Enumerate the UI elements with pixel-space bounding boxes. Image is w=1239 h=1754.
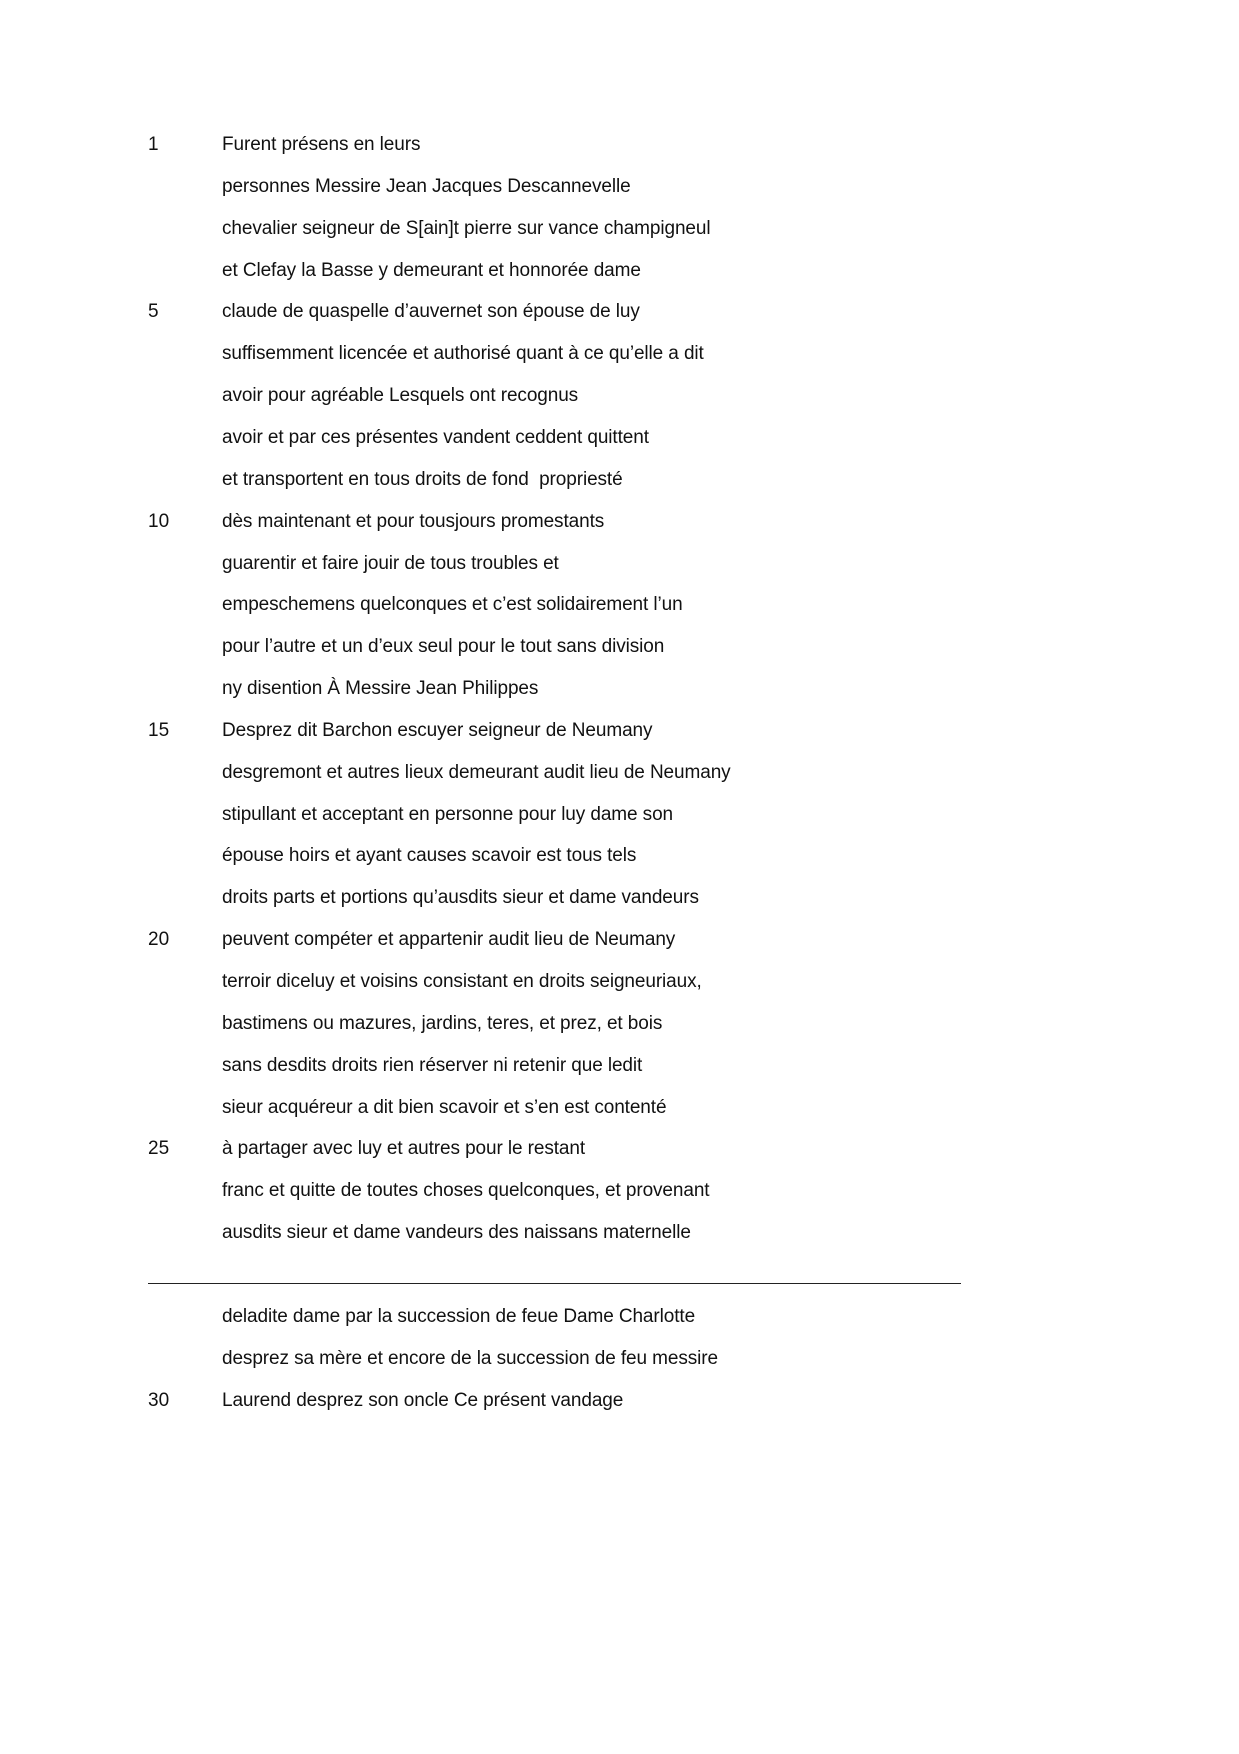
transcription-line bbox=[0, 381, 1000, 411]
line-text: sieur acquéreur a dit bien scavoir et s’en est contenté bbox=[222, 1097, 667, 1118]
transcription-line bbox=[0, 590, 1000, 620]
line-text: et Clefay la Basse y demeurant et honnorée dame bbox=[222, 260, 641, 281]
line-text: franc et quitte de toutes choses quelconques, et provenant bbox=[222, 1180, 710, 1201]
transcription-line bbox=[0, 925, 1000, 955]
line-text: chevalier seigneur de S[ain]t pierre sur vance champigneul bbox=[222, 218, 711, 239]
line-text: ausdits sieur et dame vandeurs des naissans maternelle bbox=[222, 1222, 691, 1243]
page-break-separator bbox=[148, 1283, 961, 1284]
line-text: stipullant et acceptant en personne pour luy dame son bbox=[222, 804, 673, 825]
line-number: 15 bbox=[148, 720, 170, 741]
line-text: avoir et par ces présentes vandent ceddent quittent bbox=[222, 427, 649, 448]
transcription-line bbox=[0, 507, 1000, 537]
line-text: claude de quaspelle d’auvernet son épouse de luy bbox=[222, 301, 640, 322]
line-text: dès maintenant et pour tousjours promestants bbox=[222, 511, 605, 532]
line-number: 1 bbox=[148, 134, 159, 155]
transcription-line bbox=[0, 1302, 1000, 1332]
transcription-line bbox=[0, 1344, 1000, 1374]
line-text: deladite dame par la succession de feue Dame Charlotte bbox=[222, 1306, 696, 1327]
line-number: 25 bbox=[148, 1138, 170, 1159]
transcription-line bbox=[0, 1386, 1000, 1416]
transcription-line bbox=[0, 1218, 1000, 1248]
transcription-line bbox=[0, 674, 1000, 704]
transcription-line bbox=[0, 967, 1000, 997]
transcription-line bbox=[0, 800, 1000, 830]
transcription-line bbox=[0, 1051, 1000, 1081]
line-text: desgremont et autres lieux demeurant audit lieu de Neumany bbox=[222, 762, 731, 783]
transcription-line bbox=[0, 632, 1000, 662]
line-text: sans desdits droits rien réserver ni retenir que ledit bbox=[222, 1055, 643, 1076]
transcription-line bbox=[0, 1009, 1000, 1039]
transcription-line bbox=[0, 883, 1000, 913]
transcription-line bbox=[0, 130, 1000, 160]
line-text: desprez sa mère et encore de la succession de feu messire bbox=[222, 1348, 718, 1369]
line-text: Furent présens en leurs bbox=[222, 134, 421, 155]
transcription-line bbox=[0, 1093, 1000, 1123]
transcription-line bbox=[0, 214, 1000, 244]
line-text: Desprez dit Barchon escuyer seigneur de Neumany bbox=[222, 720, 653, 741]
line-text: avoir pour agréable Lesquels ont recognus bbox=[222, 385, 579, 406]
transcription-line bbox=[0, 297, 1000, 327]
line-text: et transportent en tous droits de fond propriesté bbox=[222, 469, 623, 490]
transcription-line bbox=[0, 549, 1000, 579]
line-number: 30 bbox=[148, 1390, 170, 1411]
line-text: terroir diceluy et voisins consistant en droits seigneuriaux, bbox=[222, 971, 702, 992]
transcription-line bbox=[0, 172, 1000, 202]
line-text: droits parts et portions qu’ausdits sieur et dame vandeurs bbox=[222, 887, 699, 908]
line-text: peuvent compéter et appartenir audit lieu de Neumany bbox=[222, 929, 676, 950]
transcription-line bbox=[0, 339, 1000, 369]
line-text: suffisemment licencée et authorisé quant à ce qu’elle a dit bbox=[222, 343, 704, 364]
line-text: guarentir et faire jouir de tous troubles et bbox=[222, 553, 559, 574]
transcription-line bbox=[0, 423, 1000, 453]
transcription-line bbox=[0, 841, 1000, 871]
line-text: à partager avec luy et autres pour le restant bbox=[222, 1138, 586, 1159]
line-text: ny disention À Messire Jean Philippes bbox=[222, 678, 539, 699]
line-text: bastimens ou mazures, jardins, teres, et prez, et bois bbox=[222, 1013, 663, 1034]
line-text: pour l’autre et un d’eux seul pour le tout sans division bbox=[222, 636, 665, 657]
line-text: empeschemens quelconques et c’est solidairement l’un bbox=[222, 594, 683, 615]
transcription-line bbox=[0, 716, 1000, 746]
line-text: personnes Messire Jean Jacques Descannevelle bbox=[222, 176, 631, 197]
line-text: Laurend desprez son oncle Ce présent vandage bbox=[222, 1390, 624, 1411]
transcription-line bbox=[0, 256, 1000, 286]
line-number: 20 bbox=[148, 929, 170, 950]
transcription-line bbox=[0, 1134, 1000, 1164]
transcription-line bbox=[0, 465, 1000, 495]
transcription-line bbox=[0, 758, 1000, 788]
line-number: 5 bbox=[148, 301, 159, 322]
line-text: épouse hoirs et ayant causes scavoir est tous tels bbox=[222, 845, 637, 866]
line-number: 10 bbox=[148, 511, 170, 532]
transcription-line bbox=[0, 1176, 1000, 1206]
